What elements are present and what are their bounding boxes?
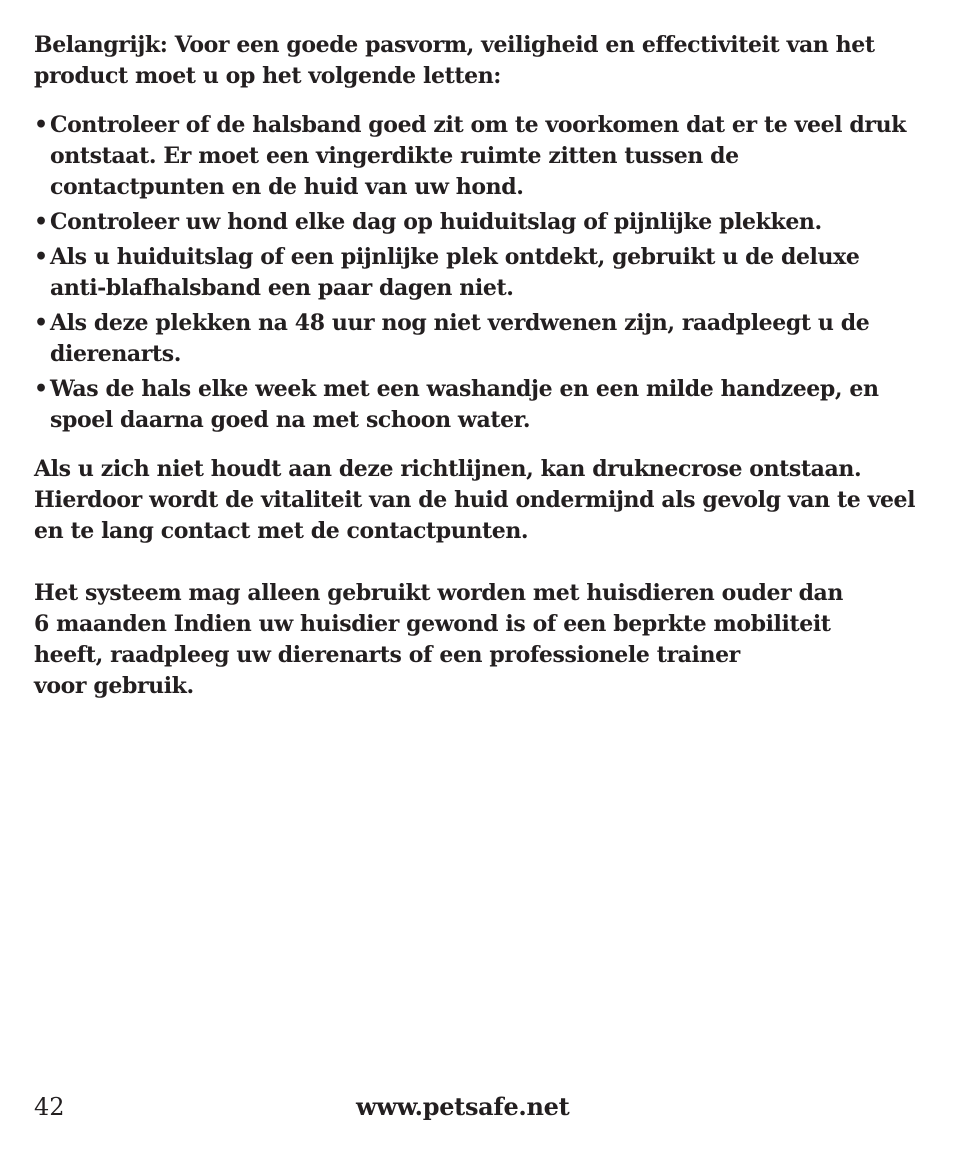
paragraph-line: voor gebruik. — [34, 673, 194, 699]
page-number: 42 — [34, 1093, 65, 1121]
list-item-text: Controleer uw hond elke dag op huiduitslag of pijnlijke plekken. — [50, 209, 822, 235]
website-url: www.petsafe.net — [356, 1092, 570, 1121]
paragraph-spacer — [34, 547, 920, 578]
list-item-text: Als deze plekken na 48 uur nog niet verdwenen zijn, raadpleegt u de dierenarts. — [50, 310, 870, 367]
list-item-text: Als u huiduitslag of een pijnlijke plek ontdekt, gebruikt u de deluxe anti-blafhalsband een paar dagen niet. — [50, 244, 860, 301]
list-item — [34, 207, 920, 238]
bullet-marker: • — [34, 376, 48, 402]
system-usage-paragraph — [34, 578, 920, 702]
bullet-marker: • — [34, 112, 48, 138]
list-item — [34, 374, 920, 436]
paragraph-line: heeft, raadpleeg uw dierenarts of een professionele trainer — [34, 642, 740, 668]
paragraph-line: 6 maanden Indien uw huisdier gewond is of een beprkte mobiliteit — [34, 611, 831, 637]
list-item-text: Controleer of de halsband goed zit om te voorkomen dat er te veel druk ontstaat. Er moet een vingerdikte ruimte zitten tussen de contactpunten en de huid van uw hond. — [50, 112, 907, 200]
bullet-marker: • — [34, 244, 48, 270]
manual-page-content — [34, 30, 920, 702]
page-footer — [34, 1090, 920, 1124]
list-item-text: Was de hals elke week met een washandje en een milde handzeep, en spoel daarna goed na met schoon water. — [50, 376, 879, 433]
bullet-marker: • — [34, 209, 48, 235]
list-item — [34, 110, 920, 203]
paragraph-line: Het systeem mag alleen gebruikt worden met huisdieren ouder dan — [34, 580, 843, 606]
list-item — [34, 308, 920, 370]
intro-paragraph: Belangrijk: Voor een goede pasvorm, veiligheid en effectiviteit van het product moet u op het volgende letten: — [34, 32, 875, 89]
pressure-necrosis-warning: Als u zich niet houdt aan deze richtlijnen, kan druknecrose ontstaan. Hierdoor wordt de vitaliteit van de huid ondermijnd als gevolg van te veel en te lang contact met de contactpunten. — [34, 456, 916, 544]
list-item — [34, 242, 920, 304]
bullet-marker: • — [34, 310, 48, 336]
care-instructions-list — [34, 110, 920, 436]
